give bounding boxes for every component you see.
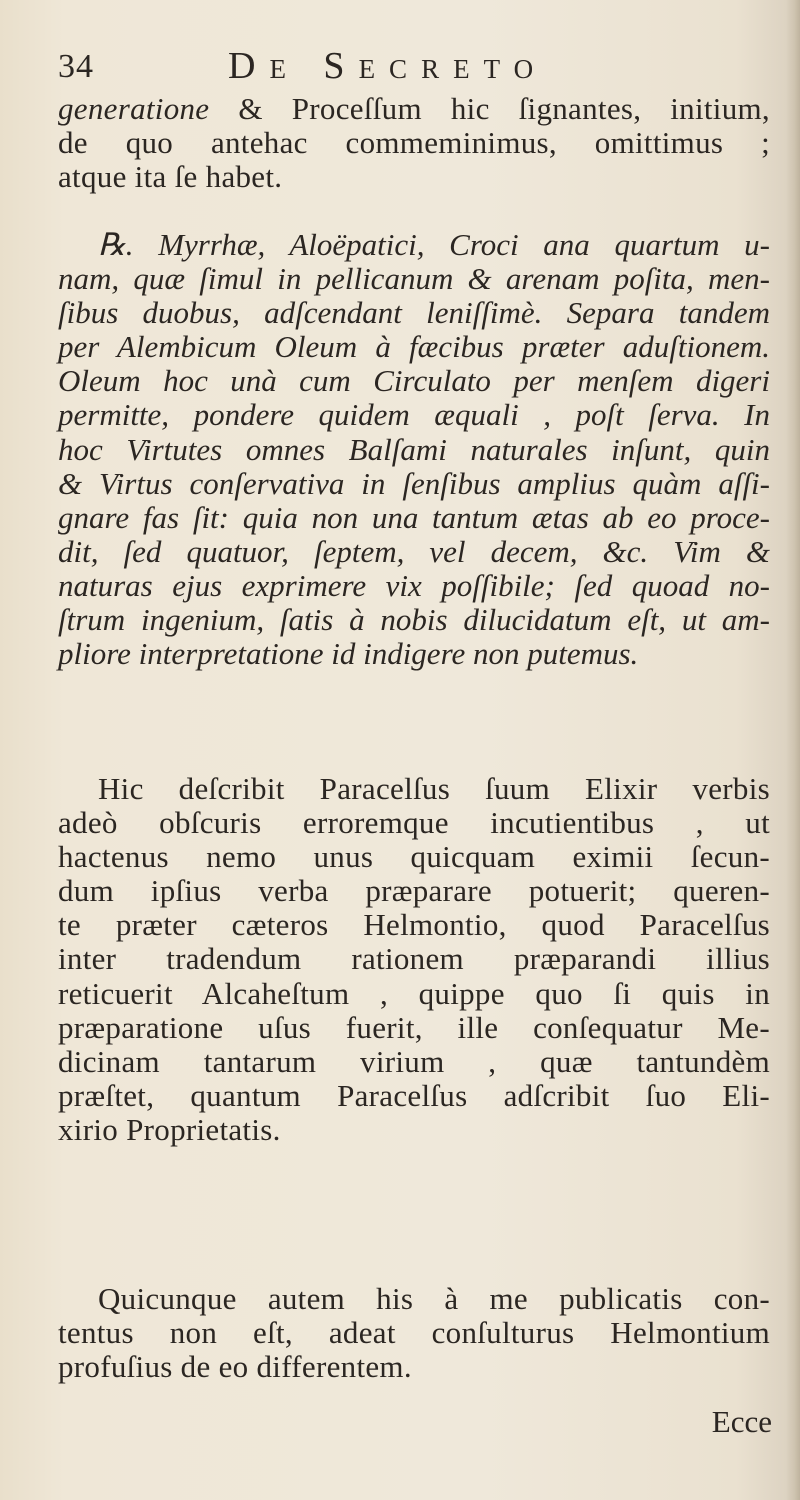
text-line: hoc Virtutes omnes Balſami naturales inſunt, quin (58, 431, 770, 467)
text-line: præſtet, quantum Paracelſus adſcribit ſuo Eli- (58, 1077, 770, 1113)
text-line (58, 92, 770, 126)
text-line: reticuerit Alcaheſtum , quippe quo ſi quis in (58, 975, 770, 1011)
text-line: tentus non eſt, adeat conſulturus Helmontium (58, 1315, 770, 1351)
text-line: inter tradendum rationem præparandi illius (58, 941, 770, 977)
text-line: adeò obſcuris erroremque incutientibus , ut (58, 805, 770, 841)
text-line: & Virtus conſervativa in ſenſibus amplius quàm aſſi- (58, 465, 770, 501)
page-edge-shadow (786, 0, 800, 1500)
closing-paragraph (58, 1282, 770, 1384)
text-line: ℞. Myrrhæ, Aloëpatici, Croci ana quartum u- (98, 227, 770, 262)
text-line: profuſius de eo differentem. (58, 1349, 412, 1385)
text-line: hactenus nemo unus quicquam eximii ſecun- (58, 839, 770, 875)
text-line: permitte, pondere quidem æquali , poſt ſerva. In (58, 397, 770, 433)
text-line: gnare fas ſit: quia non una tantum ætas ab eo proce- (58, 499, 770, 535)
commentary-paragraph (58, 772, 770, 1147)
text-line: xirio Proprietatis. (58, 1111, 281, 1147)
page-header (58, 38, 658, 98)
text-line: naturas ejus exprimere vix poſſibile; ſed quoad no- (58, 567, 770, 603)
intro-paragraph (58, 92, 770, 194)
text-line: Hic deſcribit Paracelſus ſuum Elixir verbis (98, 771, 770, 806)
running-title: De Secreto (228, 45, 548, 87)
text-line: Quicunque autem his à me publicatis con- (98, 1281, 770, 1316)
text-line: per Alembicum Oleum à fæcibus præter aduſtionem. (58, 329, 770, 365)
text-line: de quo antehac commeminimus, omittimus ; (58, 125, 770, 161)
italic-word: generatione (58, 91, 210, 126)
text-line: ſibus duobus, adſcendant leniſſimè. Separa tandem (58, 295, 770, 331)
recipe-paragraph (58, 228, 770, 671)
catchword: Ecce (711, 1404, 772, 1439)
text-line: pliore interpretatione id indigere non putemus. (58, 636, 639, 672)
text-line: te præter cæteros Helmontio, quod Paracelſus (58, 907, 770, 943)
line-text: & Proceſſum hic ſignantes, initium, (209, 91, 770, 126)
text-line: dum ipſius verba præparare potuerit; queren- (58, 873, 770, 909)
text-line: Oleum hoc unà cum Circulato per menſem digeri (58, 363, 770, 399)
text-line: ſtrum ingenium, ſatis à nobis dilucidatum eſt, ut am- (58, 602, 770, 638)
text-line: nam, quæ ſimul in pellicanum & arenam poſita, men- (58, 261, 770, 297)
text-line: atque ita ſe habet. (58, 159, 283, 195)
text-line: dit, ſed quatuor, ſeptem, vel decem, &c. Vim & (58, 533, 770, 569)
text-line: præparatione uſus fuerit, ille conſequatur Me- (58, 1009, 770, 1045)
page-number: 34 (58, 48, 94, 85)
text-line: dicinam tantarum virium , quæ tantundèm (58, 1043, 770, 1079)
